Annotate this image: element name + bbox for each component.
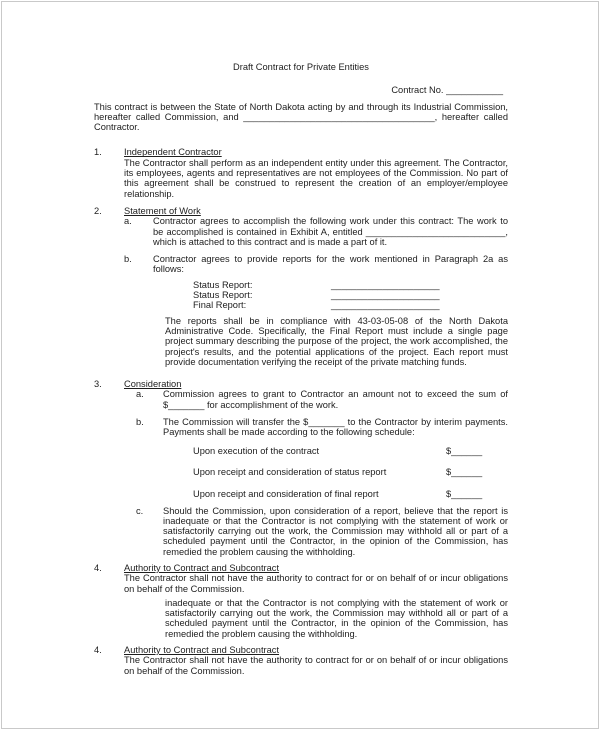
subsection-text: Contractor agrees to accomplish the following work under this contract: The work to be accomplished is contained in Exhibit A, entitled ___________________________, which is attached to this contract and is made a part of it. [153,216,508,247]
section-authority-to-contract-repeat [94,645,508,676]
subsection-2a [124,216,508,247]
section-body [124,645,508,676]
report-row [193,280,508,290]
section-consideration [94,379,508,557]
document-content [94,2,508,676]
report-label: Final Report: [193,300,247,311]
section-statement-of-work [94,206,508,367]
contract-number-line [94,85,508,95]
section-text: The Contractor shall not have the authority to contract for or on behalf of or incur obligations on behalf of the Commission. [124,655,508,676]
reports-compliance-paragraph: The reports shall be in compliance with 43-03-05-08 of the North Dakota Administrative Code. Specifically, the Final Report must include a single page project summary describing the purpose of the project, the work accomplished, the project's results, and the potential applications of the project. Each report must provide documentation verifying the receipt of the private matching funds. [165,315,508,367]
schedule-amount-blank: $______ [446,445,483,456]
subsection-letter: a. [136,389,144,400]
report-list [193,280,508,311]
report-row [193,290,508,300]
subsection-text: Commission agrees to grant to Contractor an amount not to exceed the sum of $_______ for accomplishment of the work. [163,389,508,410]
section-number: 4. [94,645,102,656]
section-text: The Contractor shall perform as an independent entity under this agreement. The Contractor, its employees, agents and representatives are not employees of the Commission. No part of this agreement shall be construed to represent the creation of an employer/employee relationship. [124,157,508,199]
schedule-label: Upon execution of the contract [193,445,320,456]
document-page [1,1,599,729]
subsection-letter: b. [124,254,132,265]
report-label: Status Report: [193,279,253,290]
section-heading: Independent Contractor [124,147,222,158]
subsection-3c [136,506,508,557]
schedule-amount-blank: $______ [446,489,483,500]
schedule-amount-blank: $______ [446,467,483,478]
schedule-label: Upon receipt and consideration of final report [193,489,379,500]
section-heading: Consideration [124,379,182,390]
subsection-2b [124,254,508,275]
subsection-3b [136,417,508,438]
schedule-row [193,467,508,477]
section-heading: Statement of Work [124,205,201,216]
subsection-3a [136,389,508,410]
withholding-repeat-paragraph: inadequate or that the Contractor is not complying with the statement of work or satisfactorily carrying out the work, the Commission may withhold all or part of a scheduled payment until the Contractor, in the opinion of the Commission, has remedied the problem causing the withholding. [165,597,508,639]
section-body [124,206,508,367]
subsection-text: Should the Commission, upon consideration of a report, believe that the report is inadequate or that the Contractor is not complying with the statement of work or satisfactorily carrying out the work, the Commission may withhold all or part of a scheduled payment until the Contractor, in the opinion of the Commission, has remedied the problem causing the withholding. [163,505,508,557]
subsection-text: The Commission will transfer the $_______ to the Contractor by interim payments. Payments shall be made according to the following schedule: [163,417,508,438]
section-number: 4. [94,562,102,573]
contract-number-blank: ___________ [446,85,503,96]
section-independent-contractor [94,147,508,198]
report-blank: _____________________ [331,290,440,301]
document-title: Draft Contract for Private Entities [233,62,369,72]
report-blank: _____________________ [331,300,440,311]
schedule-row [193,489,508,499]
contract-number-label: Contract No. [391,85,444,96]
section-body [124,563,508,639]
subsection-letter: b. [136,417,144,428]
report-row [193,300,508,310]
payment-schedule [193,446,508,500]
section-number: 2. [94,205,102,216]
report-blank: _____________________ [331,279,440,290]
intro-paragraph: This contract is between the State of North Dakota acting by and through its Industrial Commission, hereafter called Commission, and _____________________________________, hereafter called Contractor. [94,101,508,133]
section-text: The Contractor shall not have the authority to contract for or on behalf of or incur obligations on behalf of the Commission. [124,573,508,594]
subsection-letter: c. [136,505,144,516]
section-number: 1. [94,147,102,158]
subsection-letter: a. [124,216,132,227]
report-label: Status Report: [193,290,253,301]
subsection-text: Contractor agrees to provide reports for the work mentioned in Paragraph 2a as follows: [153,254,508,275]
section-authority-to-contract [94,563,508,639]
section-heading: Authority to Contract and Subcontract [124,562,280,573]
section-body [124,379,508,557]
section-number: 3. [94,379,102,390]
section-heading: Authority to Contract and Subcontract [124,645,280,656]
section-body [124,147,508,198]
schedule-row [193,446,508,456]
schedule-label: Upon receipt and consideration of status report [193,467,387,478]
